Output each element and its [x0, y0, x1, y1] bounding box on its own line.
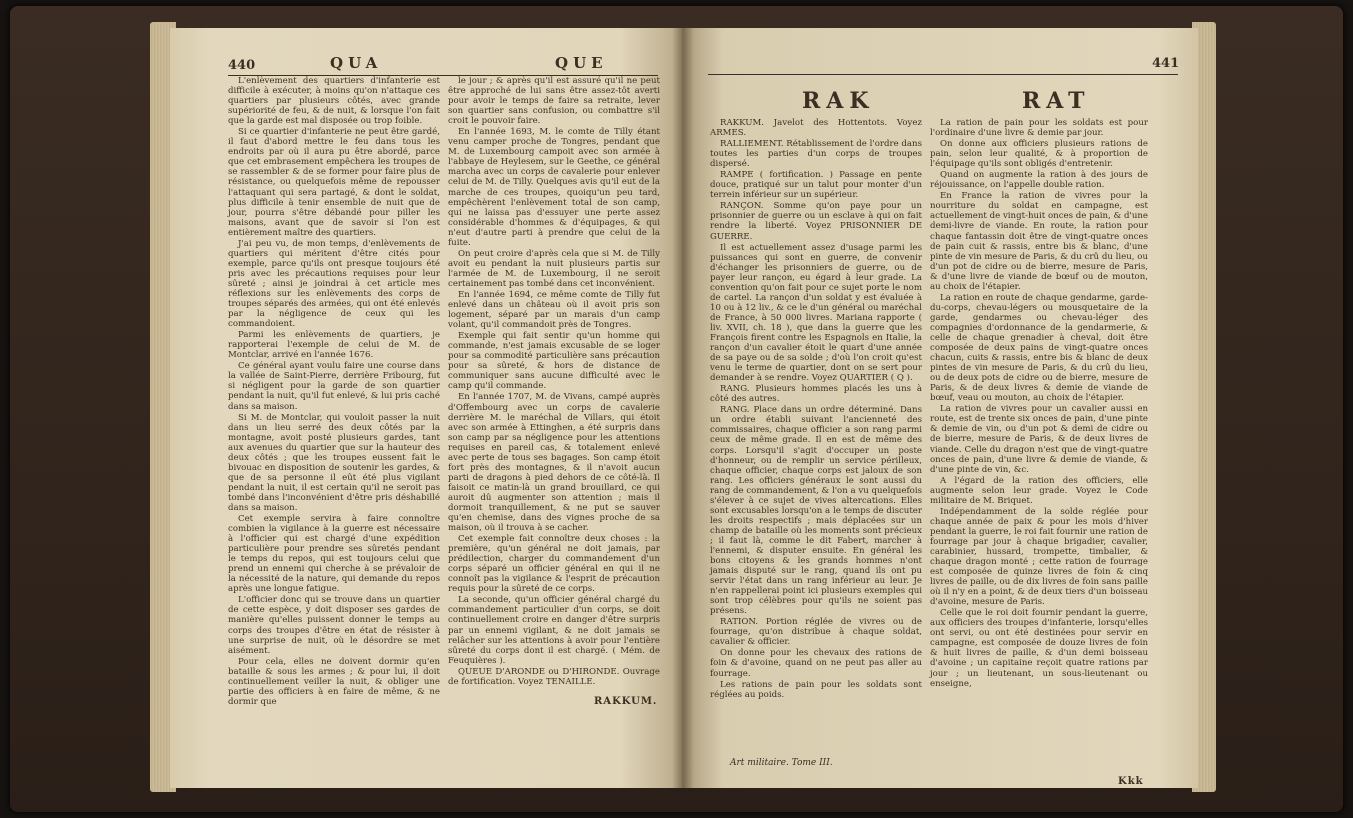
paragraph: Exemple qui fait sentir qu'un homme qui commande, n'est jamais excusable de se loger pour sa commodité particulière sans précaution pour sa sûreté, & hors de distance de communiquer sans aucune difficulté avec le camp qu'il commande.: [448, 331, 660, 392]
paragraph: RANG. Place dans un ordre déterminé. Dans un ordre établi suivant l'ancienneté des commissaires, chaque officier a son rang parmi ceux de même grade. Il en est de même des corps. Lorsqu'il s'agit d'occuper un poste d'honneur, ou de remplir un service périlleux, chaque officier, chaque corps est jaloux de son rang. Les officiers généraux le sont aussi du rang de commandement, & l'on a vu quelquefois s'élever à ce sujet de vives altercations. Elles sont excusables lorsqu'on a le temps de discuter les droits respectifs ; mais déplacées sur un champ de bataille où les moments sont précieux ; il faut là, comme le dit Fabert, marcher à l'ennemi, & disputer ensuite. En général les bons citoyens & les grands hommes n'ont jamais disputé sur le rang, quand ils ont pu servir l'état dans un rang inférieur au leur. Je n'en rappellerai point ici plusieurs exemples qui sont trop célèbres pour qu'ils ne soient pas présens.: [710, 405, 922, 617]
paragraph: En l'année 1707, M. de Vivans, campé auprès d'Offembourg avec un corps de cavalerie derrière M. le maréchal de Villars, qui étoit avec son armée à Ettinghen, a été surpris dans son camp par sa négligence pour les attentions requises en pareil cas, & totalement enlevé avec perte de tous ses bagages. Son camp étoit fort près des montagnes, & il n'avoit aucun parti de dragons à pied dehors de ce côté-là. Il faisoit ce matin-là un grand brouillard, ce qui auroit dû augmenter son attention ; mais il dormoit tranquillement, & ne put se sauver qu'en chemise, dans des vignes proche de sa maison, où il trouva à se cacher.: [448, 392, 660, 534]
signature-mark: Kkk: [1118, 776, 1144, 787]
paragraph: Cet exemple fait connoître deux choses : la première, qu'un général ne doit jamais, par prédilection, charger du commandement d'un corps séparé un officier général en qui il ne connoît pas la vigilance & l'esprit de précaution requis pour la sûreté de ce corps.: [448, 534, 660, 595]
paragraph: le jour ; & après qu'il est assuré qu'il ne peut être approché de lui sans être assez-tôt averti pour avoir le temps de faire sa retraite, lever son quartier sans confusion, ou combattre s'il croit le pouvoir faire.: [448, 76, 660, 127]
paragraph: RAKKUM. Javelot des Hottentots. Voyez ARMES.: [710, 118, 922, 139]
paragraph: Si M. de Montclar, qui vouloit passer la nuit dans un lieu serré des deux côtés par la montagne, avoit posté plusieurs gardes, tant aux avenues du quartier que sur la hauteur des deux côtés ; que les troupes eussent fait le bivouac en disposition de soutenir les gardes, & que de sa personne il eût été plus vigilant pendant la nuit, il est certain qu'il ne seroit pas tombé dans l'inconvénient d'être pris déshabillé dans sa maison.: [228, 412, 440, 513]
paragraph: Ce général ayant voulu faire une course dans la vallée de Saint-Pierre, derrière Fribourg, fut si négligent pour la garde de son quartier pendant la nuit, qu'il fut enlevé, & lui pris caché dans sa maison.: [228, 361, 440, 412]
paragraph: Quand on augmente la ration à des jours de réjouissance, on l'appelle double ration.: [930, 170, 1148, 191]
paragraph: QUEUE D'ARONDE ou D'HIRONDE. Ouvrage de fortification. Voyez TENAILLE.: [448, 666, 660, 687]
paragraph: L'enlèvement des quartiers d'infanterie est difficile à exécuter, à moins qu'on n'attaque ces quartiers par plusieurs côtés, avec grande supériorité de feu, & de nuit, & lorsque l'on fait que la garde est mal disposée ou trop foible.: [228, 76, 440, 127]
paragraph: RANÇON. Somme qu'on paye pour un prisonnier de guerre ou un esclave à qui on fait rendre la liberté. Voyez PRISONNIER DE GUERRE.: [710, 201, 922, 242]
paragraph: RAMPE ( fortification. ) Passage en pente douce, pratiqué sur un talut pour monter d'un terrein inférieur sur un supérieur.: [710, 170, 922, 201]
left-page: [170, 28, 682, 788]
paragraph: Les rations de pain pour les soldats sont réglées au poids.: [710, 679, 922, 700]
paragraph: RALLIEMENT. Rétablissement de l'ordre dans toutes les parties d'un corps de troupes dispersé.: [710, 139, 922, 170]
paragraph: En l'année 1694, ce même comte de Tilly fut enlevé dans un château où il avoit pris son logement, séparé par un marais d'un camp volant, qu'il commandoit près de Tongres.: [448, 289, 660, 331]
page-number: 440: [228, 58, 256, 73]
paragraph: Il est actuellement assez d'usage parmi les puissances qui sont en guerre, de convenir d'échanger les prisonniers de guerre, ou de payer leur rançon, eu égard à leur grade. La convention qu'on fait pour ce sujet porte le nom de cartel. La rançon d'un soldat y est évaluée à 10 ou à 12 liv., & ce le d'un général ou maréchal de France, à 50 000 livres. Mariana rapporte ( liv. XVII, ch. 18 ), que dans la guerre que les François firent contre les Espagnols en Italie, la rançon d'un cavalier étoit le quart d'une année de sa paye ou de sa solde ; d'où l'on croit qu'est venu le terme de quartier, dont on se sert pour demander à se rendre. Voyez QUARTIER ( Q ).: [710, 242, 922, 384]
paragraph: La ration de vivres pour un cavalier aussi en route, est de trente six onces de pain, d'une pinte & demie de vin, ou d'un pot & demi de cidre ou de bierre, mesure de Paris, & de deux livres de viande. Celle du dragon n'est que de vingt-quatre onces de pain, d'une livre & demie de viande, & d'une pinte de vin, &c.: [930, 404, 1148, 475]
footer-title: Art militaire. Tome III.: [730, 758, 833, 768]
paragraph: La ration de pain pour les soldats est pour l'ordinaire d'une livre & demie par jour.: [930, 118, 1148, 139]
catchword: RAKKUM.: [594, 696, 658, 707]
left-column-2: [448, 76, 660, 687]
running-head-left: QUA: [330, 54, 383, 72]
paragraph: RATION. Portion réglée de vivres ou de fourrage, qu'on distribue à chaque soldat, cavalier & officier.: [710, 617, 922, 648]
paragraph: J'ai peu vu, de mon temps, d'enlèvements de quartiers qui méritent d'être cités pour exemple, parce qu'ils ont presque toujours été pris avec les précautions requises pour leur sûreté ; ainsi je joindrai à cet article mes réflexions sur les enlèvements des corps de troupes séparés des armées, qui ont été enlevés par la négligence de ceux qui les commandoient.: [228, 238, 440, 330]
paragraph: La seconde, qu'un officier général chargé du commandement particulier d'un corps, se doit continuellement croire en danger d'être surpris par un ennemi vigilant, & ne doit jamais se relâcher sur les attentions à avoir pour l'entière sûreté du corps dont il est chargé. ( Mém. de Feuquières ).: [448, 595, 660, 666]
page-number: 441: [1152, 56, 1180, 71]
paragraph: En l'année 1693, M. le comte de Tilly étant venu camper proche de Tongres, pendant que M. de Luxembourg campoit avec son armée à l'abbaye de Heylesem, sur le Geethe, ce général marcha avec un corps de cavalerie pour enlever celui de M. de Tilly. Quelques avis qu'il eut de la marche de ces troupes, quoiqu'un peu tard, empêchèrent l'enlèvement total de son camp, qui ne laissa pas d'essuyer une perte assez considérable d'hommes & d'équipages, & qui n'eut d'autre parti à prendre que celui de la fuite.: [448, 127, 660, 248]
paragraph: L'officier donc qui se trouve dans un quartier de cette espèce, y doit disposer ses gardes de manière qu'elles puissent donner le temps au corps des troupes d'être en état de résister à une surprise de nuit, où le désordre se met aisément.: [228, 595, 440, 656]
running-head-right: RAT: [1022, 88, 1091, 114]
paragraph: La ration en route de chaque gendarme, garde-du-corps, chevau-légers ou mousquetaire de la garde, gendarmes ou chevau-léger des compagnies d'ordonnance de la gendarmerie, & celle de chaque grenadier à cheval, doit être composée de deux pains de vingt-quatre onces chacun, cuits & rassis, entre bis & blanc de deux pintes de vin mesure de Paris, & du crû du lieu, ou de deux pots de cidre ou de bierre, mesure de Paris, & de deux livres & demie de viande de bœuf, veau ou mouton, au choix de l'étapier.: [930, 292, 1148, 404]
paragraph: Indépendamment de la solde réglée pour chaque année de paix & pour les mois d'hiver pendant la guerre, le roi fait fournir une ration de fourrage par jour à chaque brigadier, cavalier, carabinier, hussard, trompette, timbalier, & chaque dragon monté ; cette ration de fourrage est composée de quinze livres de foin & cinq livres de paille, ou de dix livres de foin sans paille où il n'y en a point, & de deux tiers d'un boisseau d'avoine, mesure de Paris.: [930, 506, 1148, 608]
header-rule: [708, 74, 1178, 75]
paragraph: RANG. Plusieurs hommes placés les uns à côté des autres.: [710, 384, 922, 405]
book-gutter: [672, 28, 694, 788]
running-head-right: QUE: [555, 54, 608, 72]
paragraph: Celle que le roi doit fournir pendant la guerre, aux officiers des troupes d'infanterie, lorsqu'elles ont servi, ou ont été destinées pour servir en campagne, est composée de douze livres de foin & huit livres de paille, & d'un demi boisseau d'avoine ; un capitaine reçoit quatre rations par jour ; un lieutenant, un sous-lieutenant ou enseigne,: [930, 608, 1148, 689]
paragraph: Parmi les enlèvements de quartiers, je rapporterai l'exemple de celui de M. de Montclar, arrivé en l'année 1676.: [228, 330, 440, 361]
left-column-1: [228, 76, 440, 766]
paragraph: On donne pour les chevaux des rations de foin & d'avoine, quand on ne peut pas aller au fourrage.: [710, 648, 922, 679]
running-head-left: RAK: [802, 88, 875, 114]
paragraph: Cet exemple servira à faire connoître combien la vigilance à la guerre est nécessaire à l'officier qui est chargé d'une expédition particulière pour prendre ses sûretés pendant le temps du repos, qui est toujours celui que prend un ennemi qui cherche à se prévaloir de la nécessité de la nature, qui demande du repos après une longue fatigue.: [228, 514, 440, 595]
paragraph: Pour cela, elles ne doivent dormir qu'en bataille & sous les armes ; & pour lui, il doit continuellement veiller la nuit, & obliger une partie des officiers à en faire de même, & ne dormir que: [228, 656, 440, 707]
paragraph: Si ce quartier d'infanterie ne peut être gardé, il faut d'abord mettre le feu dans tous les endroits par où il aura pu être abordé, parce que cet embrasement empêchera les troupes de se rassembler & de se former pour faire plus de résistance, ou quelquefois même de repousser l'attaquant qui sera partagé, & dont le soldat, plus difficile à tenir ensemble de nuit que de jour, pourra s'être débandé pour piller les maisons, avant que de savoir si l'on est entièrement maître des quartiers.: [228, 127, 440, 238]
paragraph: A l'égard de la ration des officiers, elle augmente selon leur grade. Voyez le Code militaire de M. Briquet.: [930, 475, 1148, 506]
right-column-2: [930, 118, 1148, 778]
paragraph: On donne aux officiers plusieurs rations de pain, selon leur qualité, & à proportion de l'équipage qu'ils sont obligés d'entretenir.: [930, 139, 1148, 170]
right-column-1: [710, 118, 922, 748]
right-page: [682, 28, 1198, 788]
paragraph: On peut croire d'après cela que si M. de Tilly avoit eu pendant la nuit plusieurs partis sur l'armée de M. de Luxembourg, il ne seroit certainement pas tombé dans cet inconvénient.: [448, 248, 660, 289]
paragraph: En France la ration de vivres pour la nourriture du soldat en campagne, est actuellement de vingt-huit onces de pain, & d'une demi-livre de viande. En route, la ration pour chaque fantassin doit être de vingt-quatre onces de pain cuit & rassis, entre bis & blanc, d'une pinte de vin mesure de Paris, & du crû du lieu, ou d'un pot de cidre ou de bierre, mesure de Paris, & d'une livre de viande de bœuf ou de mouton, au choix de l'étapier.: [930, 191, 1148, 292]
